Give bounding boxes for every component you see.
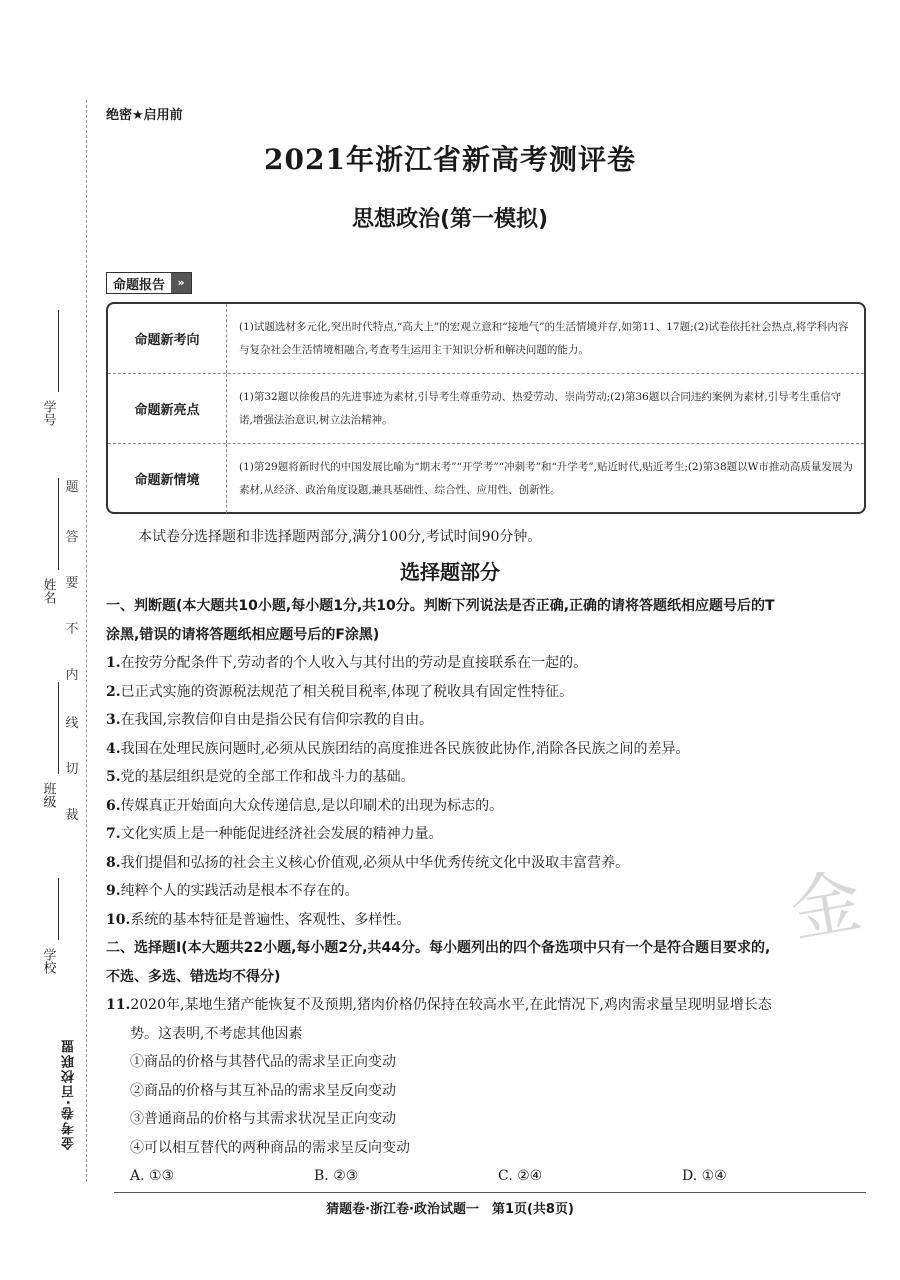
cut-label: 不 (65, 622, 79, 637)
option-statement: ②商品的价格与其互补品的需求呈反向变动 (130, 1082, 396, 1099)
class-field[interactable] (30, 782, 66, 808)
question-text: 已正式实施的资源税法规范了相关税目税率,体现了税收具有固定性特征。 (120, 683, 574, 700)
class-line (58, 682, 59, 774)
question-text: 势。这表明,不考虑其他因素 (130, 1025, 303, 1042)
cut-label: 答 (65, 530, 79, 545)
chevron-down-icon: » (171, 273, 191, 293)
part2-heading: 不选、多选、错选均不得分) (106, 968, 281, 985)
choice-b: B. ②③ (314, 1168, 359, 1184)
student-id-field[interactable] (30, 400, 66, 426)
exam-intro: 本试卷分选择题和非选择题两部分,满分100分,考试时间90分钟。 (138, 529, 542, 545)
question-text: 在我国,宗教信仰自由是指公民有信仰宗教的自由。 (120, 712, 434, 728)
question-text: 2020年,某地生猪产能恢复不及预期,猪肉价格仍保持在较高水平,在此情况下,鸡肉需求量呈现明显增长态 (130, 997, 772, 1013)
cut-label: 题 (65, 480, 79, 495)
school-label: 学校 (40, 948, 56, 974)
question-item (106, 678, 866, 707)
question-item (106, 649, 866, 678)
option-statement: ①商品的价格与其替代品的需求呈正向变动 (130, 1054, 396, 1070)
question-item (106, 877, 866, 906)
watermark: 金 (784, 859, 868, 953)
cut-label: 要 (65, 576, 79, 591)
league-label: 金考卷·百校联盟 (62, 1038, 77, 1150)
footer-rule (114, 1192, 866, 1193)
question-item (106, 849, 866, 878)
student-id-label: 学号 (40, 400, 56, 426)
question-number: 2. (106, 683, 121, 700)
question-number: 3. (106, 712, 121, 728)
report-row (108, 444, 864, 513)
report-text: (1)第29题将新时代的中国发展比喻为“期末考”“开学考”“冲刺考”和“升学考”,贴近时代,贴近考生;(2)第38题以W市推动高质量发展为素材,从经济、政治角度设题,兼具基础性、综合性、应用性、创新性。 (239, 461, 853, 496)
option-statement: ④可以相互替代的两种商品的需求呈反向变动 (130, 1139, 410, 1156)
question-number: 11. (106, 997, 131, 1013)
report-text: (1)第32题以徐俊昌的先进事迹为素材,引导考生尊重劳动、热爱劳动、崇尚劳动;(2)第36题以合同违约案例为素材,引导考生重信守诺,增强法治意识,树立法治精神。 (239, 391, 842, 426)
report-key: 命题新亮点 (108, 374, 227, 443)
page-subtitle: 思想政治(第一模拟) (351, 207, 549, 232)
report-row (108, 374, 864, 444)
choice-d: D. ①④ (682, 1168, 727, 1184)
student-id-line (58, 310, 59, 392)
question-text: 在按劳分配条件下,劳动者的个人收入与其付出的劳动是直接联系在一起的。 (120, 655, 588, 671)
question-item (106, 763, 866, 792)
question-item (106, 735, 866, 764)
report-key: 命题新情境 (108, 444, 227, 513)
question-text: 党的基层组织是党的全部工作和战斗力的基础。 (120, 769, 415, 785)
report-row (108, 304, 864, 374)
question-text: 纯粹个人的实践活动是根本不存在的。 (120, 883, 359, 899)
cut-label: 内 (65, 668, 79, 683)
part1 (106, 592, 866, 1191)
question-item (106, 706, 866, 735)
question-text: 文化实质上是一种能促进经济社会发展的精神力量。 (120, 826, 443, 842)
question-text: 我们提倡和弘扬的社会主义核心价值观,必须从中华优秀传统文化中汲取丰富营养。 (120, 854, 630, 871)
page-title: 2021年浙江省新高考测评卷 (264, 143, 636, 176)
school-field[interactable] (30, 948, 66, 974)
page-footer: 猜题卷·浙江卷·政治试题一 第1页(共8页) (326, 1202, 574, 1217)
part1-heading: 一、判断题(本大题共10小题,每小题1分,共10分。判断下列说法是否正确,正确的请将答题纸相应题号后的T (106, 598, 775, 614)
question-number: 8. (106, 854, 121, 871)
part2-heading: 二、选择题Ⅰ(本大题共22小题,每小题2分,共44分。每小题列出的四个备选项中只有一个是符合题目要求的, (106, 940, 771, 956)
choice-a: A. ①③ (130, 1168, 175, 1184)
question-number: 5. (106, 769, 121, 785)
question-number: 7. (106, 826, 121, 842)
secret-label: 绝密★启用前 (106, 108, 183, 123)
question-text: 传媒真正开始面向大众传递信息,是以印刷术的出现为标志的。 (120, 797, 504, 814)
binding-line (86, 100, 87, 1182)
report-key: 命题新考向 (108, 304, 227, 373)
question-item (106, 906, 866, 935)
answer-choices (106, 1162, 866, 1191)
question-number: 4. (106, 740, 121, 757)
question-item (106, 792, 866, 821)
question-number: 10. (106, 911, 131, 928)
choice-c: C. ②④ (498, 1168, 543, 1184)
option-statement: ③普通商品的价格与其需求状况呈正向变动 (130, 1111, 396, 1127)
cut-label: 裁 (65, 808, 79, 823)
question-number: 9. (106, 883, 121, 899)
cut-label: 线 (65, 716, 79, 731)
question-number: 6. (106, 797, 121, 814)
question-item (106, 820, 866, 849)
name-label: 姓名 (40, 578, 56, 604)
question-text: 系统的基本特征是普遍性、客观性、多样性。 (130, 911, 411, 928)
report-table (106, 302, 866, 514)
report-tag-label: 命题报告 (113, 278, 166, 293)
part1-heading: 涂黑,错误的请将答题纸相应题号后的F涂黑) (106, 626, 380, 643)
cut-label: 切 (65, 762, 79, 777)
class-label: 班级 (40, 782, 56, 808)
question-item (106, 991, 866, 1020)
report-text: (1)试题选材多元化,突出时代特点,“高大上”的宏观立意和“接地气”的生活情境并存,如第11、17题;(2)试卷依托社会热点,将学科内容与复杂社会生活情境相融合,考查考生运用主干知识分析和解决问题的能力。 (239, 321, 849, 356)
question-text: 我国在处理民族问题时,必须从民族团结的高度推进各民族彼此协作,消除各民族之间的差异。 (120, 740, 690, 757)
question-number: 1. (106, 655, 121, 671)
section-title: 选择题部分 (400, 560, 500, 584)
report-toggle[interactable] (106, 272, 192, 294)
school-line (58, 878, 59, 940)
